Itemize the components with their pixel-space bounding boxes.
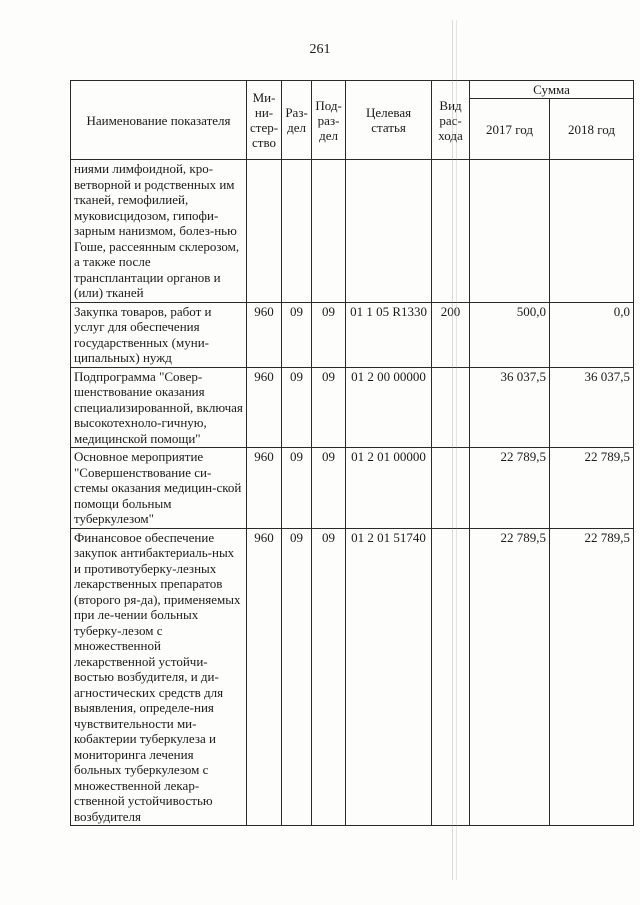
row-sum-2017: 36 037,5 (470, 367, 550, 448)
row-section: 09 (282, 367, 312, 448)
table-row (71, 302, 634, 367)
scan-artifact-line (452, 20, 453, 880)
row-ministry: 960 (247, 367, 282, 448)
row-name: Закупка товаров, работ и услуг для обеспечения государственных (муни-ципальных) нужд (71, 302, 247, 367)
row-target: 01 2 01 00000 (346, 448, 432, 529)
table-row (71, 528, 634, 826)
header-name: Наименование показателя (71, 81, 247, 160)
row-expense-type: 200 (432, 302, 470, 367)
row-expense-type (432, 367, 470, 448)
header-subsection: Под-раз-дел (312, 81, 346, 160)
scan-artifact-line (456, 20, 457, 880)
row-subsection: 09 (312, 448, 346, 529)
row-expense-type (432, 528, 470, 826)
header-sum: Сумма (470, 81, 634, 99)
table-row (71, 448, 634, 529)
header-expense-type: Вид рас-хода (432, 81, 470, 160)
row-name: Финансовое обеспечение закупок антибактериаль-ных и противотуберку-лезных лекарственных препаратов (второго ря-да), применяемых при ле-чении больных туберку-лезом с множественной лекарственной устойчи-востью возбудителя, и ди-агностических средств для выявления, определе-ния чувствительности ми-кобактерии туберкулеза и мониторинга лечения больных туберкулезом с множественной лекар-ственной устойчивостью возбудителя (71, 528, 247, 826)
row-ministry: 960 (247, 302, 282, 367)
row-sum-2017: 22 789,5 (470, 528, 550, 826)
row-section: 09 (282, 302, 312, 367)
row-target: 01 2 00 00000 (346, 367, 432, 448)
row-sum-2018: 36 037,5 (550, 367, 634, 448)
row-expense-type (432, 160, 470, 303)
header-row (71, 81, 634, 99)
row-ministry: 960 (247, 448, 282, 529)
row-sum-2018: 0,0 (550, 302, 634, 367)
page-number: 261 (309, 42, 331, 57)
row-sum-2017 (470, 160, 550, 303)
row-target: 01 1 05 R1330 (346, 302, 432, 367)
row-sum-2017: 500,0 (470, 302, 550, 367)
row-section (282, 160, 312, 303)
row-sum-2018: 22 789,5 (550, 448, 634, 529)
row-section: 09 (282, 448, 312, 529)
row-section: 09 (282, 528, 312, 826)
row-name: Подпрограмма "Совер-шенствование оказания специализированной, включая высокотехноло-гичную, медицинской помощи" (71, 367, 247, 448)
header-year-2018: 2018 год (550, 99, 634, 160)
row-sum-2018 (550, 160, 634, 303)
row-subsection: 09 (312, 528, 346, 826)
row-sum-2017: 22 789,5 (470, 448, 550, 529)
header-section: Раз-дел (282, 81, 312, 160)
row-ministry (247, 160, 282, 303)
row-target (346, 160, 432, 303)
table-row (71, 367, 634, 448)
row-name: ниями лимфоидной, кро-ветворной и родственных им тканей, гемофилией, муковисцидозом, гипофи-зарным нанизмом, болез-нью Гоше, рассеянным склерозом, а также после трансплантации органов и (или) тканей (71, 160, 247, 303)
row-subsection (312, 160, 346, 303)
header-year-2017: 2017 год (470, 99, 550, 160)
budget-table (70, 80, 634, 826)
row-ministry: 960 (247, 528, 282, 826)
row-name: Основное мероприятие "Совершенствование си-стемы оказания медицин-ской помощи больным туберкулезом" (71, 448, 247, 529)
header-target: Целевая статья (346, 81, 432, 160)
row-expense-type (432, 448, 470, 529)
row-sum-2018: 22 789,5 (550, 528, 634, 826)
row-subsection: 09 (312, 302, 346, 367)
header-ministry: Ми-ни-стер-ство (247, 81, 282, 160)
table-row (71, 160, 634, 303)
row-target: 01 2 01 51740 (346, 528, 432, 826)
row-subsection: 09 (312, 367, 346, 448)
